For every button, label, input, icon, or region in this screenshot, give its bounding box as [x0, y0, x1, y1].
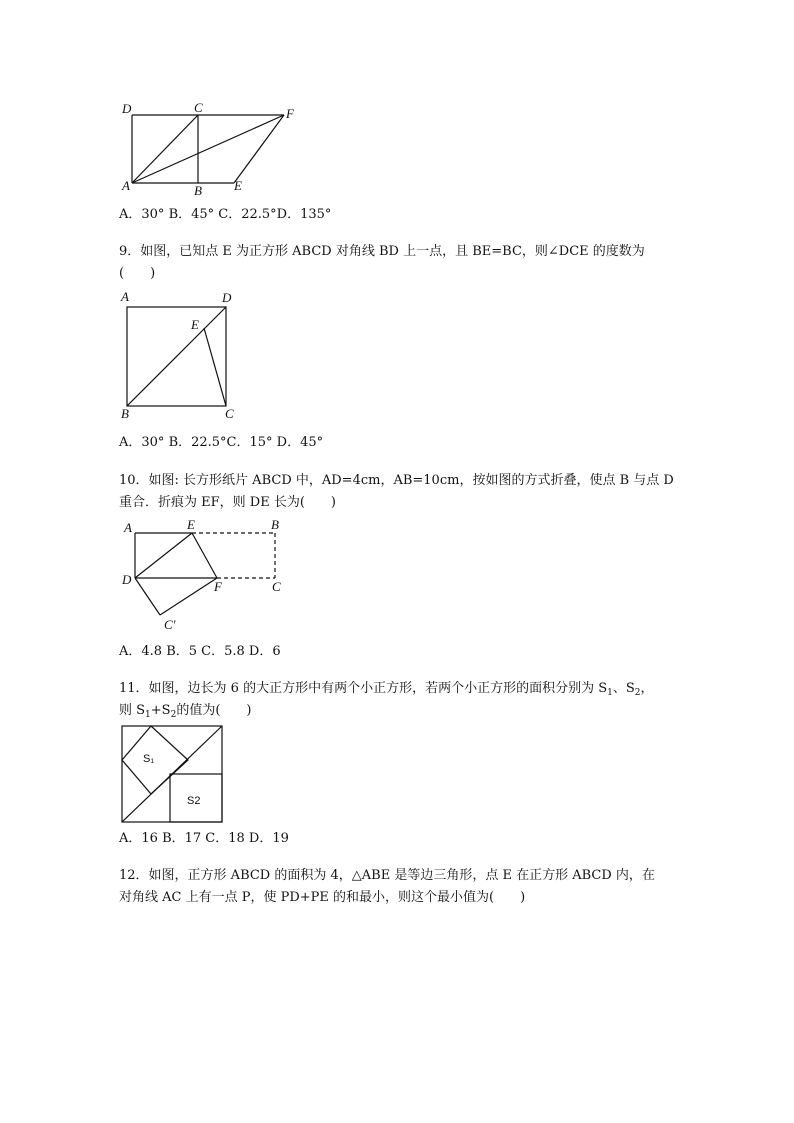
- q10-crease-ef: [192, 533, 217, 578]
- q10-label-e: E: [187, 517, 195, 532]
- q9-stem-line2: ( ): [119, 266, 156, 281]
- q8-label-f: F: [286, 106, 294, 121]
- q11-sub-2: 2: [634, 688, 641, 698]
- q11-stem-line1-text: 11．如图，边长为 6 的大正方形中有两个小正方形，若两个小正方形的面积分别为 S: [119, 681, 608, 696]
- q11-stem-line1-end: ，: [640, 681, 654, 696]
- q8-figure: [110, 96, 310, 201]
- q11-stem-line1-mid: 、S: [612, 681, 635, 696]
- q10-segment-dcp: [135, 578, 160, 615]
- q8-segment-ac: [132, 115, 198, 183]
- q9-label-d: D: [222, 290, 232, 305]
- q10-label-cprime: C′: [164, 617, 176, 632]
- q11-square-s1: [122, 726, 188, 794]
- q11-stem-line1: [119, 680, 654, 702]
- q8-label-a: A: [122, 178, 130, 193]
- q9-figure: [110, 288, 250, 423]
- q11-options: A．16 B．17 C．18 D．19: [119, 831, 289, 846]
- q9-diagonal-bd: [127, 307, 226, 406]
- q8-segment-ef: [234, 115, 284, 183]
- q10-stem-line1: 10．如图: 长方形纸片 ABCD 中，AD=4cm，AB=10cm，按如图的方式折叠，使点 B 与点 D: [119, 473, 674, 488]
- q10-stem-line2: 重合．折痕为 EF，则 DE 长为( ): [119, 495, 336, 510]
- q8-options: A．30° B．45° C．22.5°D．135°: [119, 207, 332, 222]
- q8-segment-af: [132, 115, 284, 183]
- q11-label-s1: S₁: [143, 753, 155, 765]
- q8-label-b: B: [194, 183, 202, 198]
- q11-stem-line2-text: 则 S: [119, 703, 146, 718]
- q10-segment-cpf: [160, 578, 217, 615]
- q11-sub-1: 1: [607, 688, 613, 698]
- q9-segment-ec: [204, 328, 226, 406]
- q8-label-e: E: [234, 178, 242, 193]
- q9-label-c: C: [225, 406, 234, 421]
- q11-sub-1b: 1: [145, 710, 151, 720]
- q8-label-d: D: [122, 101, 132, 116]
- q12-stem-line2: 对角线 AC 上有一点 P，使 PD+PE 的和最小，则这个最小值为( ): [119, 890, 526, 905]
- q11-figure: [118, 722, 228, 826]
- q10-label-b: B: [271, 517, 279, 532]
- q11-label-s2: S2: [187, 795, 201, 807]
- q9-options: A．30° B．22.5°C．15° D．45°: [119, 435, 324, 450]
- q11-stem-line2: [119, 702, 251, 724]
- q10-segment-de: [135, 533, 192, 578]
- q10-label-a: A: [124, 520, 132, 535]
- q8-label-c: C: [194, 100, 203, 115]
- q10-label-c: C: [272, 579, 281, 594]
- q10-options: A．4.8 B．5 C．5.8 D．6: [119, 644, 281, 659]
- q10-label-f: F: [214, 579, 222, 594]
- q12-stem-line1: 12．如图，正方形 ABCD 的面积为 4，△ABE 是等边三角形，点 E 在正方形 ABCD 内，在: [119, 868, 655, 883]
- q9-label-a: A: [121, 289, 129, 304]
- q11-stem-line2-end: 的值为( ): [176, 703, 252, 718]
- q9-label-e: E: [191, 317, 199, 332]
- q9-label-b: B: [121, 406, 129, 421]
- q10-label-d: D: [122, 572, 132, 587]
- q10-figure: [110, 514, 300, 634]
- q11-stem-line2-mid: +S: [150, 703, 171, 718]
- q9-stem-line1: 9．如图，已知点 E 为正方形 ABCD 对角线 BD 上一点，且 BE=BC，则∠DCE 的度数为: [119, 244, 645, 259]
- q11-sub-2b: 2: [170, 710, 177, 720]
